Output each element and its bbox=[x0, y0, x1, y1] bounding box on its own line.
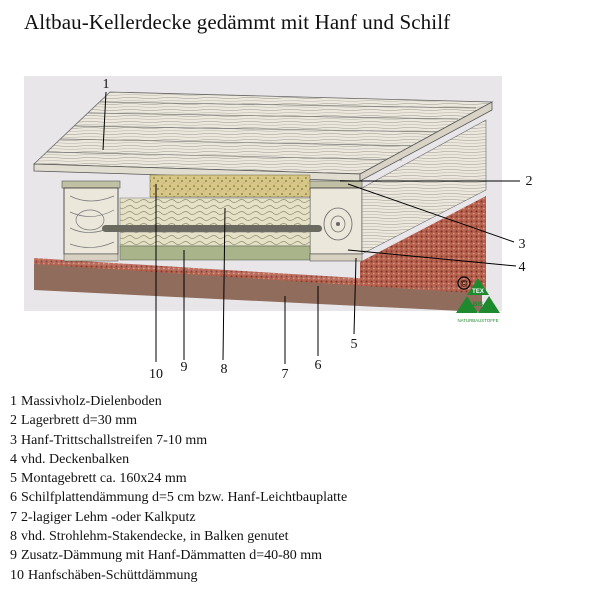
stake-rod bbox=[102, 225, 322, 232]
beam-left bbox=[64, 188, 118, 254]
beam-right bbox=[310, 188, 362, 254]
legend-item: 1 Massivholz-Dielenboden bbox=[10, 394, 162, 409]
callout-5: 5 bbox=[350, 337, 358, 352]
legend-list bbox=[10, 392, 347, 585]
svg-text:BIS: BIS bbox=[472, 302, 484, 308]
callout-6: 6 bbox=[314, 358, 322, 373]
svg-text:TEX: TEX bbox=[472, 289, 484, 295]
legend-item: 2 Lagerbrett d=30 mm bbox=[10, 413, 137, 429]
callout-4: 4 bbox=[518, 260, 526, 275]
straw-clay-layer bbox=[120, 198, 310, 228]
callout-10: 10 bbox=[149, 367, 163, 382]
callout-9: 9 bbox=[180, 360, 188, 375]
callout-7: 7 bbox=[281, 367, 289, 382]
legend-item: 10 Hanfschäben-Schüttdämmung bbox=[10, 567, 198, 583]
legend-item: 3 Hanf-Trittschallstreifen 7-10 mm bbox=[10, 432, 208, 448]
legend-item: 4 vhd. Deckenbalken bbox=[10, 451, 130, 467]
bearer-board-right bbox=[306, 181, 362, 188]
legend-item: 9 Zusatz-Dämmung mit Hanf-Dämmatten d=40-80 mm bbox=[10, 548, 323, 564]
callout-8: 8 bbox=[220, 362, 228, 377]
hemp-fill-layer bbox=[150, 175, 310, 197]
svg-text:NATURBAUSTOFFE: NATURBAUSTOFFE bbox=[457, 318, 499, 323]
page-title: Altbau-Kellerdecke gedämmt mit Hanf und Schilf bbox=[24, 10, 451, 34]
callout-2: 2 bbox=[525, 174, 533, 189]
legend-item: 8 vhd. Strohlehm-Stakendecke, in Balken genutet bbox=[10, 529, 289, 545]
hemp-mat-layer bbox=[120, 246, 310, 260]
bearer-board-left bbox=[62, 181, 120, 188]
legend-item: 6 Schilfplattendämmung d=5 cm bzw. Hanf-Leichtbauplatte bbox=[10, 490, 348, 506]
svg-text:©: © bbox=[460, 278, 468, 289]
callout-3: 3 bbox=[518, 237, 526, 252]
legend-item: 5 Montagebrett ca. 160x24 mm bbox=[10, 471, 187, 487]
callout-1: 1 bbox=[102, 77, 110, 92]
legend-item: 7 2-lagiger Lehm -oder Kalkputz bbox=[10, 509, 196, 525]
texbis-logo bbox=[455, 276, 501, 326]
